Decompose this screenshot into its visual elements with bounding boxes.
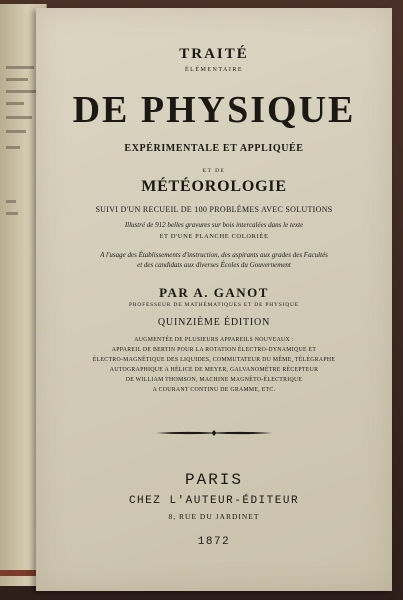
publication-city: PARIS — [184, 471, 243, 489]
additions-line: ÉLECTRO-MAGNÉTIQUE DES LIQUIDES, COMMUTATEUR DU MÊME, TÉLÉGRAPHE — [92, 357, 336, 363]
author-title: PROFESSEUR DE MATHÉMATIQUES ET DE PHYSIQUE — [129, 302, 299, 308]
faint-text-line — [6, 130, 26, 133]
ornamental-rule-icon — [154, 428, 274, 438]
faint-text-line — [6, 212, 18, 215]
additions-line: A COURANT CONTINU DE GRAMME, ETC. — [152, 387, 276, 393]
audience-line-2: et des candidats aux diverses Écoles du Gouvernement — [137, 261, 291, 269]
main-title: DE PHYSIQUE — [72, 89, 356, 131]
faint-text-line — [6, 78, 28, 81]
problems-note: SUIVI D'UN RECUEIL DE 100 PROBLÈMES AVEC SOLUTIONS — [95, 205, 333, 214]
title-elementaire: ÉLÉMENTAIRE — [184, 67, 243, 73]
additions-line: AUTOGRAPHIQUE A HÉLICE DE MEYER, GALVANOMÈTRE RÉCEPTEUR — [109, 367, 319, 373]
faint-text-line — [6, 90, 36, 93]
subtitle-experimentale: EXPÉRIMENTALE ET APPLIQUÉE — [124, 143, 304, 154]
faint-text-line — [6, 66, 34, 69]
subtitle-et-de: ET DE — [202, 168, 226, 174]
additions-line: DE WILLIAM THOMSON, MACHINE MAGNÉTO-ÉLECTRIQUE — [125, 377, 303, 383]
subtitle-meteorologie: MÉTÉOROLOGIE — [141, 178, 287, 195]
faint-text-line — [6, 102, 24, 105]
illustrations-note: Illustré de 912 belles gravures sur bois intercalées dans le texte — [124, 221, 304, 229]
publication-year: 1872 — [197, 536, 231, 548]
audience-line-1: A l'usage des Établissements d'instruction, des aspirants aux grades des Facultés — [100, 251, 328, 259]
edition-label: QUINZIÈME ÉDITION — [157, 317, 271, 328]
publisher-name: CHEZ L'AUTEUR-ÉDITEUR — [128, 495, 300, 507]
title-page — [36, 8, 392, 591]
faint-text-line — [6, 200, 16, 203]
additions-line: APPAREIL DE BERTIN POUR LA ROTATION ÉLECTRO-DYNAMIQUE ET — [111, 347, 317, 353]
faint-text-line — [6, 116, 32, 119]
faint-text-line — [6, 146, 20, 149]
additions-line: AUGMENTÉE DE PLUSIEURS APPAREILS NOUVEAUX : — [134, 337, 294, 343]
title-traite: TRAITÉ — [179, 46, 249, 62]
publisher-address: 8, RUE DU JARDINET — [168, 512, 260, 521]
plate-note: ET D'UNE PLANCHE COLORIÉE — [159, 233, 269, 240]
author-name: PAR A. GANOT — [159, 285, 269, 300]
